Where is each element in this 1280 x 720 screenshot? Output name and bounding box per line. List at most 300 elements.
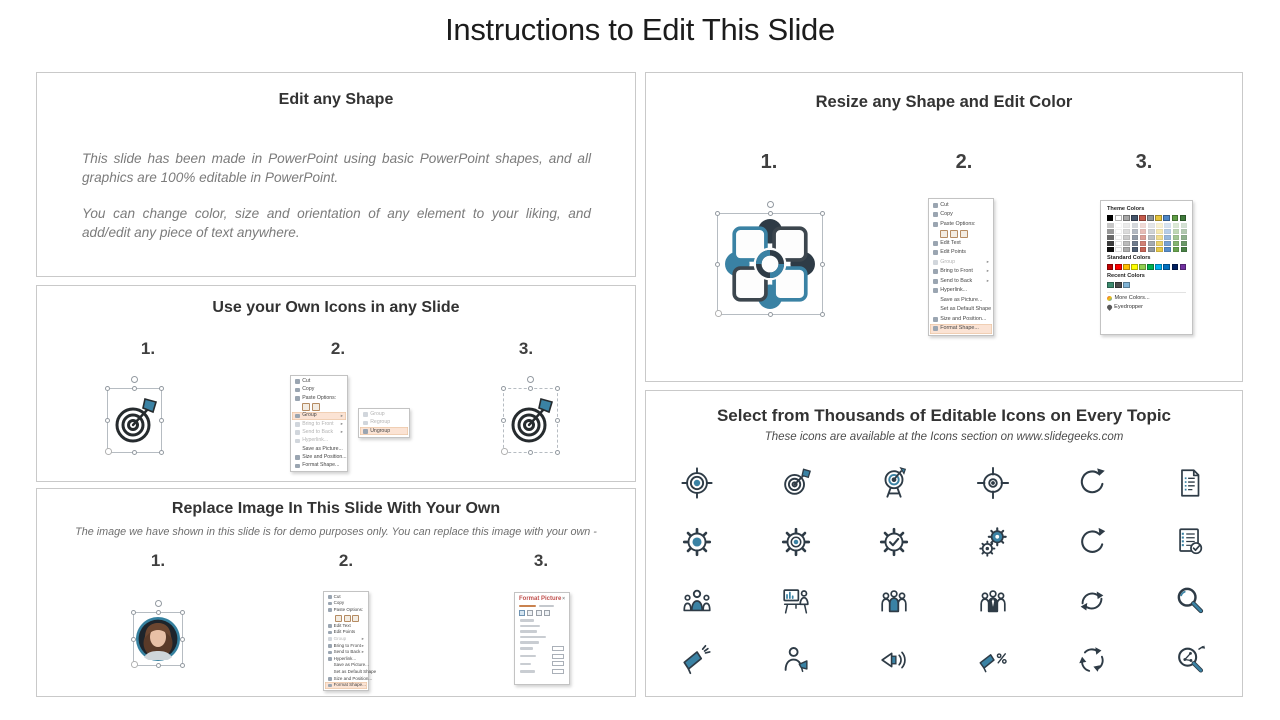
- menu-item[interactable]: [930, 277, 992, 287]
- format-pane-row: [520, 630, 537, 632]
- menu-item-icon: [933, 326, 938, 331]
- selected-photo[interactable]: [133, 612, 183, 666]
- menu-item-label: Send to Back: [333, 649, 361, 655]
- theme-color-tint-swatch[interactable]: [1107, 235, 1114, 240]
- icon-double-gear[interactable]: [944, 513, 1043, 572]
- standard-color-swatch[interactable]: [1115, 264, 1121, 271]
- recent-color-swatch[interactable]: [1115, 282, 1122, 289]
- menu-item-icon: [295, 439, 300, 444]
- selection-handle[interactable]: [501, 448, 508, 455]
- menu-item[interactable]: [930, 286, 992, 296]
- menu-item[interactable]: [930, 239, 992, 249]
- selection-handle[interactable]: [180, 610, 185, 615]
- icon-megaphone-discount[interactable]: [944, 630, 1043, 689]
- woman-portrait-photo: [135, 616, 181, 662]
- selection-handle[interactable]: [131, 637, 136, 642]
- menu-item-label: Hyperlink...: [302, 437, 329, 444]
- menu-item-icon: [328, 684, 332, 688]
- menu-item-label: Send to Back: [302, 429, 334, 436]
- standard-color-swatch[interactable]: [1163, 264, 1169, 271]
- selection-handle[interactable]: [555, 450, 560, 455]
- selection-handle[interactable]: [501, 386, 506, 391]
- menu-item-label: Edit Text: [940, 239, 961, 246]
- selection-handle[interactable]: [528, 386, 533, 391]
- theme-color-tint-swatch[interactable]: [1132, 229, 1139, 234]
- theme-color-tint-swatch[interactable]: [1173, 247, 1180, 252]
- menu-item-label: Size and Position...: [940, 315, 987, 322]
- standard-color-swatch[interactable]: [1131, 264, 1137, 271]
- theme-color-swatch[interactable]: [1155, 215, 1161, 222]
- menu-item-label: Hyperlink...: [940, 287, 968, 294]
- theme-color-tint-swatch[interactable]: [1173, 223, 1180, 228]
- menu-item-label: Size and Position...: [333, 675, 373, 681]
- size-properties-icon: [536, 610, 542, 616]
- theme-color-swatch[interactable]: [1163, 215, 1169, 222]
- recent-color-swatch[interactable]: [1123, 282, 1130, 289]
- format-picture-pane: [514, 592, 570, 685]
- rotate-handle[interactable]: [767, 201, 774, 208]
- menu-item[interactable]: [292, 437, 346, 445]
- selection-handle[interactable]: [105, 448, 112, 455]
- menu-item-label: Group: [333, 636, 347, 642]
- selection-handle[interactable]: [768, 312, 773, 317]
- theme-color-tint-swatch[interactable]: [1115, 229, 1122, 234]
- menu-item[interactable]: [325, 643, 367, 650]
- more-colors-item[interactable]: [1107, 292, 1186, 302]
- theme-color-tint-swatch[interactable]: [1140, 235, 1147, 240]
- format-pane-row: [520, 636, 546, 638]
- submenu-arrow: ▸: [340, 429, 343, 435]
- theme-color-tint-swatch[interactable]: [1156, 235, 1163, 240]
- selection-handle[interactable]: [131, 610, 136, 615]
- paste-options-icons[interactable]: [302, 403, 320, 411]
- theme-colors-label: Theme Colors: [1107, 206, 1145, 212]
- menu-item[interactable]: [292, 453, 346, 461]
- rotate-handle[interactable]: [131, 376, 138, 383]
- theme-color-tint-swatch[interactable]: [1107, 229, 1114, 234]
- selected-target-icon[interactable]: [107, 388, 162, 453]
- menu-item-label: Cut: [333, 593, 341, 599]
- menu-item[interactable]: [930, 305, 992, 315]
- menu-item-label: Paste Options:: [333, 606, 364, 612]
- menu-item[interactable]: [360, 419, 408, 427]
- picture-icon: [544, 610, 550, 616]
- icon-notes-document[interactable]: [1141, 454, 1240, 513]
- selection-handle[interactable]: [715, 310, 722, 317]
- selection-handle[interactable]: [132, 386, 137, 391]
- icon-presenter-audience[interactable]: [648, 572, 747, 631]
- submenu-arrow: ▸: [340, 421, 343, 427]
- selection-handle[interactable]: [715, 262, 720, 267]
- menu-item[interactable]: [325, 662, 367, 669]
- icon-grid: [648, 454, 1240, 689]
- theme-color-tint-swatch[interactable]: [1132, 247, 1139, 252]
- standard-color-swatch[interactable]: [1147, 264, 1153, 271]
- standard-color-swatch[interactable]: [1139, 264, 1145, 271]
- menu-item-label: Group: [302, 412, 317, 419]
- menu-item[interactable]: [360, 427, 408, 435]
- menu-item-icon: [933, 317, 938, 322]
- menu-item[interactable]: [325, 607, 367, 614]
- selection-handle[interactable]: [159, 450, 164, 455]
- ungrouped-target-icon[interactable]: [503, 388, 558, 453]
- value-input[interactable]: [552, 646, 564, 651]
- context-menu-shape: [928, 198, 994, 336]
- menu-item-icon: [295, 422, 300, 427]
- theme-color-tint-swatch[interactable]: [1123, 241, 1130, 246]
- menu-item[interactable]: [930, 229, 992, 239]
- theme-color-swatch[interactable]: [1172, 215, 1178, 222]
- menu-item-label: Hyperlink...: [333, 655, 357, 661]
- format-pane-input-row: [520, 669, 564, 674]
- menu-item[interactable]: [292, 412, 346, 420]
- icon-megaphone-announce[interactable]: [648, 630, 747, 689]
- menu-item[interactable]: [292, 386, 346, 394]
- theme-color-tint-swatch[interactable]: [1164, 241, 1171, 246]
- value-input[interactable]: [552, 669, 564, 674]
- icon-megaphone-side[interactable]: [845, 630, 944, 689]
- menu-item-label: Bring to Front: [302, 420, 334, 427]
- theme-color-tint-swatch[interactable]: [1181, 247, 1188, 252]
- theme-color-tint-swatch[interactable]: [1173, 235, 1180, 240]
- theme-color-tint-swatch[interactable]: [1148, 229, 1155, 234]
- icon-refresh-arrow[interactable]: [1042, 513, 1141, 572]
- menu-item-label: Ungroup: [370, 427, 391, 434]
- theme-color-tint-swatch[interactable]: [1123, 229, 1130, 234]
- menu-item-label: Save as Picture...: [302, 445, 343, 452]
- theme-color-tint-swatch[interactable]: [1156, 247, 1163, 252]
- menu-item[interactable]: [325, 668, 377, 676]
- icon-cycle-arrows[interactable]: [1042, 630, 1141, 689]
- menu-item[interactable]: [930, 296, 992, 306]
- theme-color-tint-swatch[interactable]: [1181, 223, 1188, 228]
- menu-item[interactable]: [930, 248, 992, 258]
- close-icon[interactable]: ×: [562, 596, 565, 602]
- theme-color-tint-swatch[interactable]: [1148, 247, 1155, 252]
- menu-item-icon: [933, 250, 938, 255]
- theme-color-tint-swatch[interactable]: [1132, 223, 1139, 228]
- format-pane-row: [520, 625, 540, 627]
- menu-item[interactable]: [292, 394, 346, 402]
- panel-edit-shape: [36, 72, 636, 277]
- selection-handle[interactable]: [528, 450, 533, 455]
- menu-item-label: Copy: [302, 386, 315, 393]
- menu-item-label: Cut: [302, 378, 311, 385]
- icon-target-focus[interactable]: [648, 454, 747, 513]
- menu-item[interactable]: [930, 267, 992, 277]
- theme-color-tint-swatch[interactable]: [1107, 247, 1114, 252]
- theme-color-tint-swatch[interactable]: [1164, 247, 1171, 252]
- theme-color-tint-swatch[interactable]: [1156, 223, 1163, 228]
- menu-item-icon: [328, 637, 332, 641]
- theme-color-tint-swatch[interactable]: [1148, 241, 1155, 246]
- rotate-handle[interactable]: [155, 600, 162, 607]
- icon-gear-small-core[interactable]: [747, 513, 846, 572]
- menu-item-label: Edit Points: [940, 249, 966, 256]
- icon-presentation-board[interactable]: [747, 572, 846, 631]
- theme-color-tints[interactable]: [1107, 223, 1186, 252]
- quad-diagram-shape: [724, 218, 816, 310]
- menu-item[interactable]: [292, 445, 346, 453]
- menu-item[interactable]: [325, 682, 367, 689]
- paragraph: This slide has been made in PowerPoint using basic PowerPoint shapes, and all graphics are 100% editable in PowerPoint.: [82, 151, 591, 186]
- theme-color-swatch[interactable]: [1147, 215, 1153, 222]
- menu-item-icon: [933, 288, 938, 293]
- format-pane-tabs[interactable]: [519, 605, 565, 608]
- menu-item-icon: [295, 430, 300, 435]
- menu-item-label: Set as Default Shape: [940, 306, 992, 313]
- selected-quad-shape[interactable]: [717, 213, 823, 315]
- submenu-arrow: ▸: [361, 642, 364, 648]
- submenu-arrow: ▸: [340, 412, 343, 418]
- theme-color-tint-swatch[interactable]: [1164, 235, 1171, 240]
- menu-item-icon: [328, 624, 332, 628]
- panel-title: Select from Thousands of Editable Icons on Every Topic: [716, 406, 1172, 425]
- menu-item-icon: [328, 677, 332, 681]
- menu-item-icon: [295, 379, 300, 384]
- theme-color-tint-swatch[interactable]: [1156, 229, 1163, 234]
- effects-icon: [527, 610, 533, 616]
- selection-handle[interactable]: [820, 262, 825, 267]
- icon-magnifier[interactable]: [1141, 572, 1240, 631]
- target-dart-graphic: [112, 396, 158, 446]
- menu-item-icon: [933, 279, 938, 284]
- selection-handle[interactable]: [501, 418, 506, 423]
- step-number: 3.: [1135, 151, 1153, 173]
- eyedropper-item[interactable]: [1107, 304, 1186, 310]
- theme-color-tint-swatch[interactable]: [1140, 247, 1147, 252]
- menu-item-icon: [363, 412, 368, 417]
- selection-handle[interactable]: [132, 450, 137, 455]
- selection-handle[interactable]: [820, 312, 825, 317]
- theme-color-tint-swatch[interactable]: [1140, 241, 1147, 246]
- theme-color-tint-swatch[interactable]: [1173, 241, 1180, 246]
- menu-item-label: Size and Position...: [302, 453, 347, 460]
- theme-color-tint-swatch[interactable]: [1148, 235, 1155, 240]
- paste-options-icons[interactable]: [940, 230, 968, 238]
- paragraph: You can change color, size and orientation of any element to your liking, and add/edit any piece of text anywhere.: [82, 205, 591, 240]
- theme-color-tint-swatch[interactable]: [1123, 235, 1130, 240]
- theme-color-tint-swatch[interactable]: [1115, 223, 1122, 228]
- rotate-handle[interactable]: [527, 376, 534, 383]
- panel-title: Replace Image In This Slide With Your Own: [171, 500, 501, 517]
- selection-handle[interactable]: [156, 610, 161, 615]
- icon-person-megaphone[interactable]: [747, 630, 846, 689]
- icon-target-dart[interactable]: [747, 454, 846, 513]
- theme-color-swatch[interactable]: [1180, 215, 1186, 222]
- theme-color-tint-swatch[interactable]: [1140, 229, 1147, 234]
- menu-item[interactable]: [292, 428, 346, 436]
- standard-color-swatch[interactable]: [1155, 264, 1161, 271]
- selection-handle[interactable]: [180, 663, 185, 668]
- menu-item-label: Paste Options:: [302, 394, 337, 401]
- standard-color-swatch[interactable]: [1107, 264, 1113, 271]
- menu-item[interactable]: [325, 600, 367, 607]
- menu-item-label: Bring to Front: [940, 268, 973, 275]
- value-input[interactable]: [552, 654, 564, 659]
- more-colors-label: More Colors...: [1114, 295, 1150, 302]
- menu-item-icon: [933, 260, 938, 265]
- selection-handle[interactable]: [715, 211, 720, 216]
- menu-item-icon: [328, 644, 332, 648]
- eyedropper-label: Eyedropper: [1114, 304, 1144, 311]
- selection-handle[interactable]: [180, 637, 185, 642]
- theme-color-tint-swatch[interactable]: [1107, 241, 1114, 246]
- selection-handle[interactable]: [131, 661, 138, 668]
- menu-item-icon: [933, 203, 938, 208]
- icon-dartboard-stand[interactable]: [845, 454, 944, 513]
- menu-item[interactable]: [325, 613, 367, 623]
- panel-title: Resize any Shape and Edit Color: [815, 93, 1073, 111]
- menu-item-icon: [295, 464, 300, 469]
- standard-color-swatch[interactable]: [1123, 264, 1129, 271]
- icon-team-award[interactable]: [944, 572, 1043, 631]
- format-pane-header: [519, 596, 565, 602]
- theme-color-swatch[interactable]: [1139, 215, 1145, 222]
- menu-item-icon: [328, 602, 332, 606]
- menu-item[interactable]: [325, 623, 367, 630]
- selection-handle[interactable]: [555, 418, 560, 423]
- menu-item-label: Regroup: [370, 419, 391, 426]
- format-pane-input-row: [520, 646, 564, 651]
- menu-item[interactable]: [325, 594, 367, 601]
- standard-colors-label: Standard Colors: [1107, 255, 1151, 262]
- selection-handle[interactable]: [555, 386, 560, 391]
- step-number: 1.: [140, 339, 156, 358]
- step-number: 3.: [533, 551, 549, 570]
- menu-item-label: Bring to Front: [333, 642, 361, 648]
- theme-color-tint-swatch[interactable]: [1115, 235, 1122, 240]
- theme-color-tint-swatch[interactable]: [1123, 247, 1130, 252]
- paste-options-icons[interactable]: [335, 615, 359, 622]
- menu-item-icon: [933, 269, 938, 274]
- menu-item[interactable]: [930, 324, 992, 334]
- step-number: 2.: [338, 551, 354, 570]
- theme-color-swatch[interactable]: [1123, 215, 1129, 222]
- menu-item-label: Copy: [940, 211, 953, 218]
- icon-gear-checkmark[interactable]: [845, 513, 944, 572]
- icon-crosshair-target[interactable]: [944, 454, 1043, 513]
- theme-color-tint-swatch[interactable]: [1107, 223, 1114, 228]
- icon-gear-filled-core[interactable]: [648, 513, 747, 572]
- menu-item[interactable]: [930, 220, 992, 230]
- target-dart-graphic: [508, 396, 554, 446]
- theme-color-tint-swatch[interactable]: [1115, 241, 1122, 246]
- menu-item[interactable]: [930, 315, 992, 325]
- menu-item[interactable]: [325, 649, 367, 656]
- standard-color-swatch[interactable]: [1172, 264, 1178, 271]
- selection-handle[interactable]: [105, 386, 110, 391]
- menu-item-label: Group: [940, 258, 956, 265]
- format-pane-row: [520, 641, 539, 643]
- menu-item[interactable]: [292, 462, 346, 470]
- menu-item[interactable]: [292, 378, 346, 386]
- context-menu-picture: [323, 591, 377, 691]
- theme-color-tint-swatch[interactable]: [1132, 241, 1139, 246]
- icon-checklist-approved[interactable]: [1141, 513, 1240, 572]
- more-colors-icon: [1107, 296, 1112, 301]
- step-number: 3.: [518, 339, 534, 358]
- theme-color-tint-swatch[interactable]: [1164, 229, 1171, 234]
- theme-color-swatch[interactable]: [1107, 215, 1113, 222]
- menu-item-icon: [328, 651, 332, 655]
- icon-sync-arrows[interactable]: [1042, 572, 1141, 631]
- selection-handle[interactable]: [159, 386, 164, 391]
- menu-item-icon: [328, 631, 332, 635]
- menu-item[interactable]: [325, 656, 367, 663]
- menu-item-icon: [328, 657, 332, 661]
- eyedropper-icon: [1106, 304, 1112, 310]
- format-pane-input-row: [520, 661, 564, 666]
- menu-item[interactable]: [325, 636, 367, 643]
- menu-item-label: Save as Picture...: [333, 662, 369, 668]
- menu-item[interactable]: [325, 675, 373, 683]
- menu-item-icon: [933, 212, 938, 217]
- menu-item[interactable]: [930, 201, 992, 211]
- theme-color-swatch[interactable]: [1115, 215, 1121, 222]
- menu-item-label: Set as Default Shape: [333, 668, 377, 674]
- menu-item-label: Format Shape...: [333, 682, 366, 688]
- theme-color-tint-swatch[interactable]: [1181, 229, 1188, 234]
- theme-color-tint-swatch[interactable]: [1123, 223, 1130, 228]
- recent-color-swatch[interactable]: [1107, 282, 1114, 289]
- menu-item[interactable]: [930, 258, 992, 268]
- theme-color-tint-swatch[interactable]: [1173, 229, 1180, 234]
- selection-handle[interactable]: [105, 418, 110, 423]
- selection-handle[interactable]: [156, 663, 161, 668]
- menu-item[interactable]: [292, 420, 346, 428]
- theme-color-tint-swatch[interactable]: [1115, 247, 1122, 252]
- menu-item-icon: [295, 455, 300, 460]
- recent-colors-row: [1107, 282, 1186, 289]
- icon-team-group[interactable]: [845, 572, 944, 631]
- menu-item-icon: [933, 222, 938, 227]
- theme-color-tint-swatch[interactable]: [1156, 241, 1163, 246]
- theme-color-tint-swatch[interactable]: [1181, 235, 1188, 240]
- menu-item-icon: [363, 421, 368, 426]
- panel-body-text: [82, 149, 591, 258]
- context-menu-icons: [290, 375, 348, 472]
- theme-color-tint-swatch[interactable]: [1148, 223, 1155, 228]
- menu-item[interactable]: [292, 402, 346, 412]
- group-submenu: [358, 408, 410, 438]
- color-picker: [1100, 200, 1193, 335]
- menu-item-icon: [295, 388, 300, 393]
- menu-item[interactable]: [930, 210, 992, 220]
- theme-color-tint-swatch[interactable]: [1132, 235, 1139, 240]
- theme-color-tint-swatch[interactable]: [1140, 223, 1147, 228]
- menu-item-label: Format Shape...: [940, 325, 979, 332]
- slide-title: Instructions to Edit This Slide: [445, 12, 835, 47]
- theme-color-tint-swatch[interactable]: [1181, 241, 1188, 246]
- selection-handle[interactable]: [768, 211, 773, 216]
- fill-line-icon: [519, 610, 525, 616]
- icon-redo-arrow[interactable]: [1042, 454, 1141, 513]
- format-pane-title: Format Picture: [519, 596, 562, 602]
- theme-color-tint-swatch[interactable]: [1164, 223, 1171, 228]
- format-pane-category-icons[interactable]: [519, 610, 565, 616]
- menu-item[interactable]: [325, 629, 367, 636]
- submenu-arrow: ▸: [361, 649, 364, 655]
- icon-magnifier-analytics[interactable]: [1141, 630, 1240, 689]
- value-input[interactable]: [552, 661, 564, 666]
- standard-color-swatch[interactable]: [1180, 264, 1186, 271]
- menu-item[interactable]: [360, 411, 408, 419]
- panel-title: Use your Own Icons in any Slide: [212, 299, 460, 316]
- theme-color-swatch[interactable]: [1131, 215, 1137, 222]
- selection-handle[interactable]: [820, 211, 825, 216]
- selection-handle[interactable]: [159, 418, 164, 423]
